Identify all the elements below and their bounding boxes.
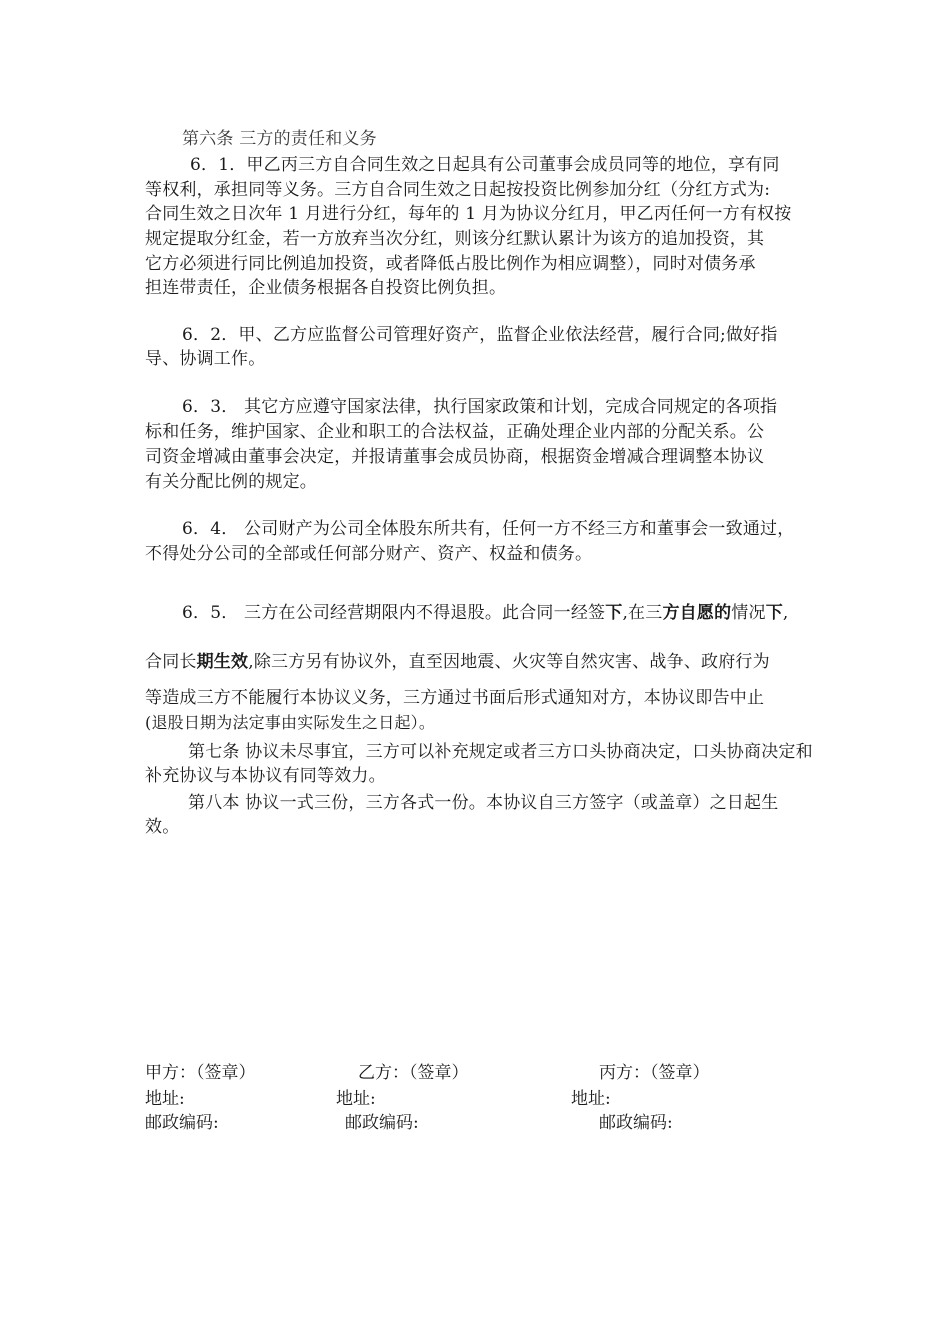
p63-line-2: 标和任务，维护国家、企业和职工的合法权益，正确处理企业内部的分配关系。公 xyxy=(145,422,765,442)
party-b-postcode: 邮政编码: xyxy=(345,1113,419,1133)
article7-line-1: 第七条 协议未尽事宜，三方可以补充规定或者三方口头协商决定，口头协商决定和 xyxy=(188,742,813,762)
party-a-postcode: 邮政编码: xyxy=(145,1113,219,1133)
p61-line-1: 6．1．甲乙丙三方自合同生效之日起具有公司董事会成员同等的地位，享有同 xyxy=(190,155,780,175)
party-c-signature: 丙方：（签章） xyxy=(599,1063,710,1083)
p65-line-1-text-c: ,在三 xyxy=(622,603,663,623)
p65-line-2-bold-b: 期生效 xyxy=(196,652,249,672)
party-a-address: 地址: xyxy=(145,1089,185,1109)
p61-line-2: 等权利，承担同等义务。三方自合同生效之日起按投资比例参加分红（分红方式为: xyxy=(145,180,771,200)
p63-line-4: 有关分配比例的规定。 xyxy=(145,472,317,492)
article8-line-1: 第八本 协议一式三份，三方各式一份。本协议自三方签字（或盖章）之日起生 xyxy=(188,793,779,813)
p65-line-1-bold-b: 下 xyxy=(605,603,623,623)
p65-line-1-text-e: 情况 xyxy=(731,603,766,623)
p61-line-5: 它方必须进行同比例追加投资，或者降低占股比例作为相应调整），同时对债务承 xyxy=(145,254,756,274)
p61-line-3: 合同生效之日次年 1 月进行分红，每年的 1 月为协议分红月，甲乙丙任何一方有权按 xyxy=(145,204,792,224)
p65-line-1-text-a: 6．5． 三方在公司经营期限内不得退股。此合同一经签 xyxy=(182,603,606,623)
p62-line-1: 6．2．甲、乙方应监督公司管理好资产，监督企业依法经营，履行合同;做好指 xyxy=(182,325,778,345)
party-c-postcode: 邮政编码: xyxy=(599,1113,673,1133)
p61-line-6: 担连带责任，企业债务根据各自投资比例负担。 xyxy=(145,278,507,298)
party-c-address: 地址: xyxy=(571,1089,611,1109)
article6-heading: 第六条 三方的责任和义务 xyxy=(182,129,377,149)
party-b-signature: 乙方：（签章） xyxy=(358,1063,469,1083)
p64-line-1: 6．4． 公司财产为公司全体股东所共有，任何一方不经三方和董事会一致通过， xyxy=(182,519,795,539)
p63-line-1: 6．3． 其它方应遵守国家法律，执行国家政策和计划，完成合同规定的各项指 xyxy=(182,397,778,417)
p65-line-1 xyxy=(182,601,789,625)
p61-line-4: 规定提取分红金，若一方放弃当次分红，则该分红默认累计为该方的追加投资，其 xyxy=(145,229,765,249)
p65-line-4: (退股日期为法定事由实际发生之日起）。 xyxy=(145,713,436,732)
p65-line-1-bold-d: 方自愿的 xyxy=(662,603,732,623)
p65-line-2 xyxy=(145,650,770,674)
article8-line-2: 效。 xyxy=(145,817,180,837)
party-a-signature: 甲方：（签章） xyxy=(145,1063,256,1083)
p65-line-2-text-a: 合同长 xyxy=(145,652,197,672)
p64-line-2: 不得处分公司的全部或任何部分财产、资产、权益和债务。 xyxy=(145,544,593,564)
party-b-address: 地址: xyxy=(336,1089,376,1109)
p65-line-1-text-g: , xyxy=(782,603,789,623)
p65-line-3: 等造成三方不能履行本协议义务，三方通过书面后形式通知对方，本协议即告中止 xyxy=(145,688,765,708)
p65-line-2-text-c: ,除三方另有协议外，直至因地震、火灾等自然灾害、战争、政府行为 xyxy=(248,652,770,672)
p65-line-1-bold-f: 下 xyxy=(765,603,783,623)
p63-line-3: 司资金增减由董事会决定，并报请董事会成员协商，根据资金增减合理调整本协议 xyxy=(145,447,765,467)
p62-line-2: 导、协调工作。 xyxy=(145,349,266,369)
article7-line-2: 补充协议与本协议有同等效力。 xyxy=(145,766,386,786)
